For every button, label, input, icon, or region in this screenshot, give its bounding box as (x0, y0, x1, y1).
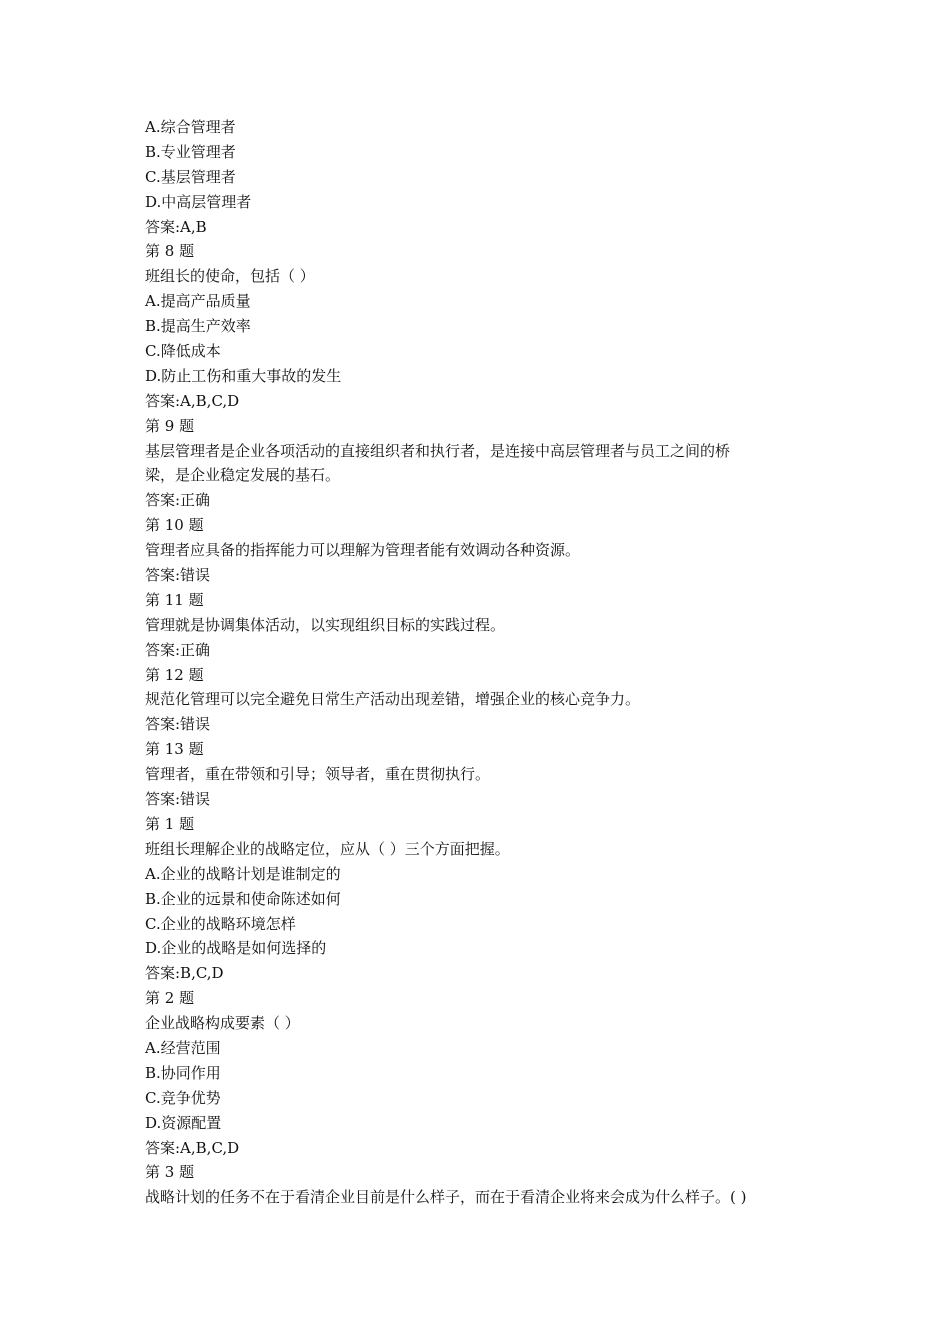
answer-line: 答案:A,B (145, 217, 207, 236)
question-number: 第 11 题 (145, 590, 204, 609)
answer-line: 答案:错误 (145, 566, 211, 585)
option-b: B.协同作用 (145, 1063, 221, 1082)
question-text: 班组长理解企业的战略定位，应从（ ）三个方面把握。 (145, 839, 510, 858)
question-number: 第 12 题 (145, 665, 204, 684)
question-text: 管理者，重在带领和引导；领导者，重在贯彻执行。 (145, 765, 491, 784)
option-d: D.资源配置 (145, 1113, 222, 1132)
option-d: D.企业的战略是如何选择的 (145, 939, 327, 958)
question-number: 第 3 题 (145, 1163, 195, 1182)
answer-line: 答案:B,C,D (145, 964, 224, 983)
question-number: 第 1 题 (145, 814, 195, 833)
question-text: 管理者应具备的指挥能力可以理解为管理者能有效调动各种资源。 (145, 541, 581, 560)
question-text: 战略计划的任务不在于看清企业目前是什么样子，而在于看清企业将来会成为什么样子。( ) (145, 1188, 747, 1207)
question-text: 班组长的使命，包括（ ） (145, 267, 315, 286)
option-a: A.提高产品质量 (145, 292, 251, 311)
answer-line: 答案:正确 (145, 491, 211, 510)
option-c: C.竞争优势 (145, 1088, 221, 1107)
question-text: 基层管理者是企业各项活动的直接组织者和执行者，是连接中高层管理者与员工之间的桥 (145, 441, 731, 460)
answer-line: 答案:A,B,C,D (145, 391, 240, 410)
option-c: C.基层管理者 (145, 167, 236, 186)
answer-line: 答案:错误 (145, 715, 211, 734)
question-text: 企业战略构成要素（ ） (145, 1014, 300, 1033)
option-a: A.经营范围 (145, 1038, 221, 1057)
question-number: 第 13 题 (145, 740, 204, 759)
option-a: A.企业的战略计划是谁制定的 (145, 864, 341, 883)
question-number: 第 10 题 (145, 516, 204, 535)
document-body (145, 115, 825, 1210)
question-number: 第 9 题 (145, 416, 195, 435)
option-b: B.提高生产效率 (145, 317, 251, 336)
option-b: B.专业管理者 (145, 142, 236, 161)
question-number: 第 8 题 (145, 242, 195, 261)
answer-line: 答案:错误 (145, 790, 211, 809)
option-b: B.企业的远景和使命陈述如何 (145, 889, 341, 908)
question-number: 第 2 题 (145, 989, 195, 1008)
answer-line: 答案:A,B,C,D (145, 1138, 240, 1157)
question-text: 管理就是协调集体活动，以实现组织目标的实践过程。 (145, 615, 506, 634)
answer-line: 答案:正确 (145, 640, 211, 659)
option-c: C.降低成本 (145, 342, 221, 361)
option-c: C.企业的战略环境怎样 (145, 914, 296, 933)
question-text: 规范化管理可以完全避免日常生产活动出现差错，增强企业的核心竞争力。 (145, 690, 641, 709)
option-d: D.防止工伤和重大事故的发生 (145, 366, 342, 385)
option-a: A.综合管理者 (145, 118, 236, 136)
option-d: D.中高层管理者 (145, 192, 252, 211)
question-text-continued: 梁，是企业稳定发展的基石。 (145, 466, 341, 485)
